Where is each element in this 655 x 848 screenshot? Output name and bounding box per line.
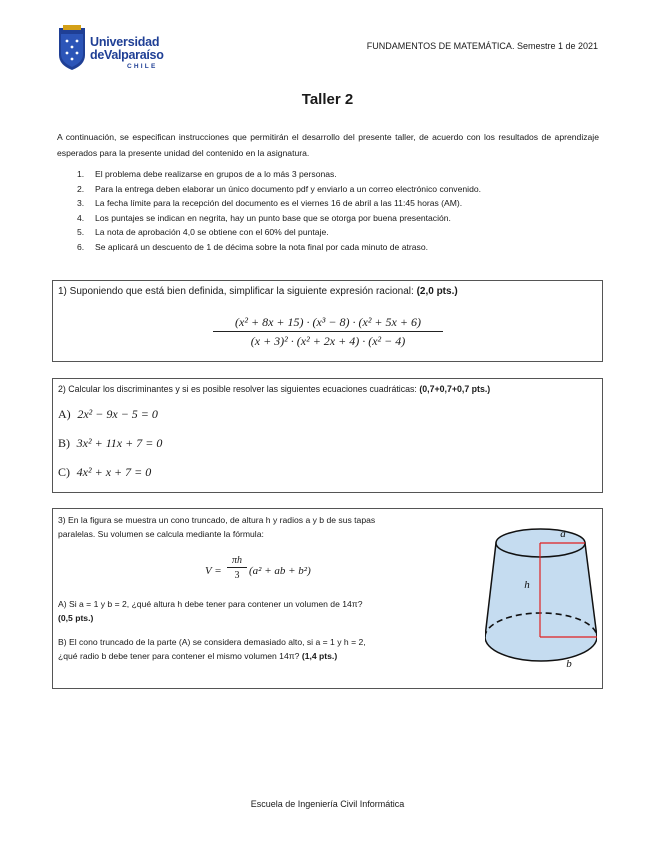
problem-3-box: 3) En la figura se muestra un cono truncado, de altura h y radios a y b de sus tapas paralelas. Su volumen se calcula mediante la fórmula: V = $\frac{\pi h}{3}$ (a² + ab + b²) A) Si a = 1 y b = 2, ¿qué altura h debe tener para contener un volumen de 14π? (0,5 pts.) B) El cono truncado de la parte (A) se considera demasiado alto, si a = 1 y h = 2, ¿qué radio b debe tener para contener el mismo volumen 14π? (1,4 pts.) a h b [52,508,603,689]
logo-line-1: Universidad [90,35,160,49]
problem-3-line-2: paralelas. Su volumen se calcula mediante la fórmula: [58,529,264,539]
equation-item: B) 3x² + 11x + 7 = 0 [58,436,163,450]
page-footer: Escuela de Ingeniería Civil Informática [250,799,405,809]
page-title: Taller 2 [301,91,354,108]
instructions-list [77,167,481,255]
problem-1-statement: 1) Suponiendo que está bien definida, simplificar la siguiente expresión racional: (2,0 pts.) [58,286,458,297]
logo-line-3: CHILE [127,63,158,70]
list-item: 1. El problema debe realizarse en grupos de a lo más 3 personas. [77,169,337,179]
label-b: b [566,658,572,670]
problem-3-line-1: 3) En la figura se muestra un cono truncado, de altura h y radios a y b de sus tapas [58,515,376,525]
part-b-text: B) El cono truncado de la parte (A) se considera demasiado alto, si a = 1 y h = 2, [58,637,366,647]
shield-icon [57,25,87,71]
problem-2-box [52,378,603,493]
part-a-points: (0,5 pts.) [58,613,94,623]
equation-item: A) 2x² − 9x − 5 = 0 [58,407,158,421]
list-item: 4. Los puntajes se indican en negrita, hay un punto base que se otorga por buena presentación. [77,212,451,223]
label-h: h [524,579,530,591]
rational-expression [213,315,443,349]
problem-2-statement: 2) Calcular los discriminantes y si es posible resolver las siguientes ecuaciones cuadráticas: (0,7+0,7+0,7 pts.) [58,384,491,394]
university-logo [57,25,172,77]
fraction-numerator: (x² + 8x + 15) · (x³ − 8) · (x² + 5x + 6) [213,315,443,332]
list-item: 6. Se aplicará un descuento de 1 de décima sobre la nota final por cada minuto de atraso. [77,241,428,252]
equation-item: C) 4x² + x + 7 = 0 [58,465,152,479]
list-item: 3. La fecha límite para la recepción del documento es el viernes 16 de abril a las 11:45 horas (AM). [77,198,463,209]
part-a-text: A) Si a = 1 y b = 2, ¿qué altura h debe tener para contener un volumen de 14π? [58,599,363,609]
fraction-denominator: (x + 3)² · (x² + 2x + 4) · (x² − 4) [250,334,406,348]
course-header: FUNDAMENTOS DE MATEMÁTICA. Semestre 1 de 2021 [366,41,598,51]
truncated-cone-figure [485,515,597,683]
label-a: a [560,528,566,540]
logo-line-2: deValparaíso [90,48,164,62]
problem-1-box [52,280,603,362]
list-item: 2. Para la entrega deben elaborar un único documento pdf y enviarlo a un correo electrónico convenido. [77,183,482,194]
intro-paragraph: A continuación, se especifican instrucciones que permitirán el desarrollo del presente taller, de acuerdo con los resultados de aprendizaje esperados para la presente unidad del contenido en la asignatura. [57,132,599,158]
part-b-text-2: ¿qué radio b debe tener para contener el mismo volumen 14π? (1,4 pts.) [58,651,338,661]
list-item: 5. La nota de aprobación 4,0 se obtiene con el 60% del puntaje. [77,227,329,238]
